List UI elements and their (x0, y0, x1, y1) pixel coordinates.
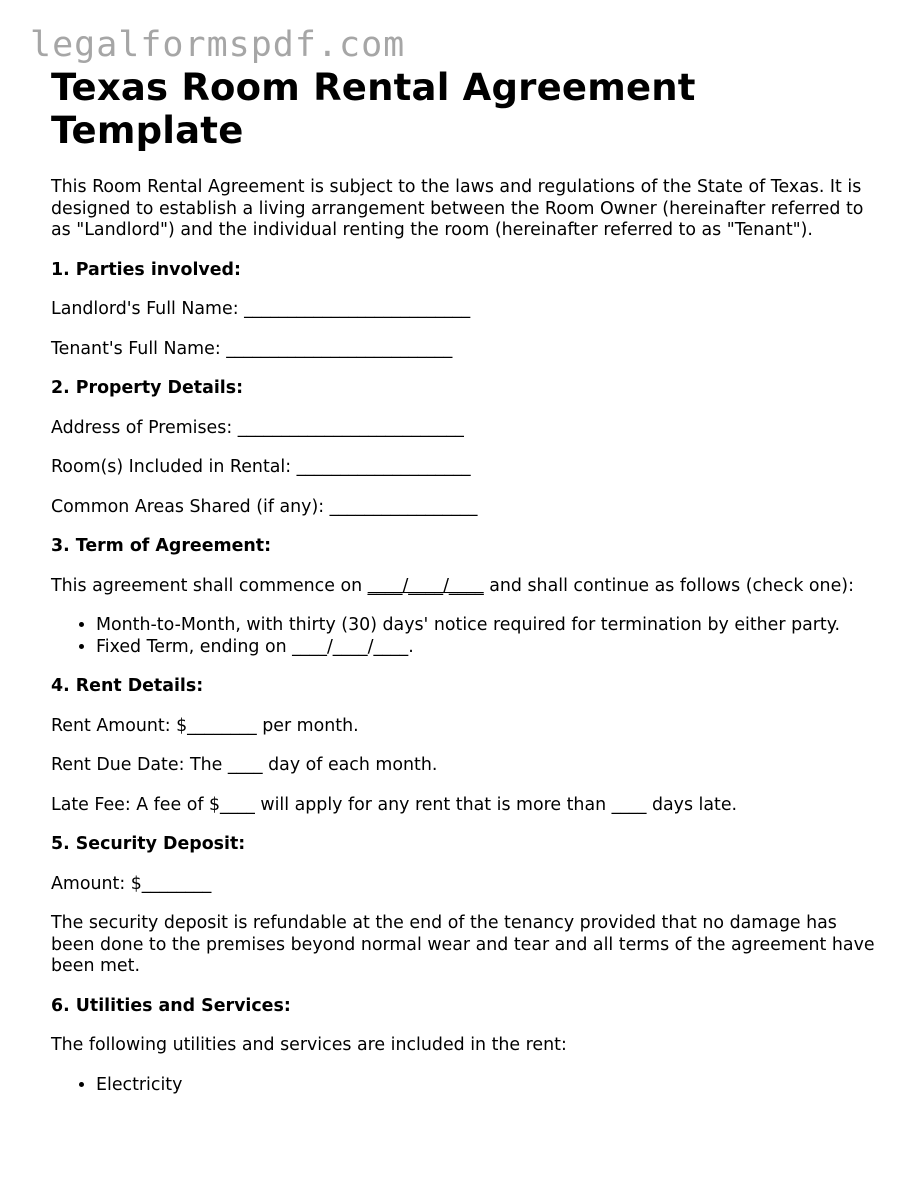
document-title: Texas Room Rental Agreement Template (51, 66, 696, 152)
section-deposit-heading: 5. Security Deposit: (51, 834, 246, 854)
address-label: Address of Premises: (51, 417, 238, 438)
watermark: legalformspdf.com (30, 25, 406, 65)
rooms-line (51, 457, 881, 479)
commence-text-after: and shall continue as follows (check one): (483, 575, 854, 596)
section-utilities-heading: 6. Utilities and Services: (51, 995, 291, 1016)
address-line (51, 418, 881, 440)
section-parties-heading: 1. Parties involved: (51, 259, 241, 280)
rooms-blank[interactable]: ____________________ (296, 457, 471, 477)
deposit-amount-line: Amount: $________ (51, 873, 212, 894)
common-areas-label: Common Areas Shared (if any): (51, 496, 330, 517)
commence-line (51, 576, 881, 598)
common-areas-line (51, 497, 881, 519)
term-options-list (51, 615, 881, 658)
utilities-list (51, 1075, 881, 1097)
commence-text-before: This agreement shall commence on (51, 575, 368, 596)
tenant-name-label: Tenant's Full Name: (51, 338, 227, 359)
term-option-fixed: • Fixed Term, ending on ____/____/____. (96, 637, 881, 659)
address-blank[interactable]: __________________________ (237, 417, 464, 438)
utility-item-electricity: • Electricity (96, 1075, 881, 1097)
rent-due-line: Rent Due Date: The ____ day of each month. (51, 755, 438, 775)
landlord-name-label: Landlord's Full Name: (51, 299, 245, 319)
late-fee-line: Late Fee: A fee of $____ will apply for any rent that is more than ____ days late. (51, 794, 738, 815)
deposit-terms-paragraph: The security deposit is refundable at the end of the tenancy provided that no damage has been done to the premises beyond normal wear and tear and all terms of the agreement have been met. (51, 913, 875, 976)
rooms-label: Room(s) Included in Rental: (51, 457, 297, 477)
common-areas-blank[interactable]: _________________ (329, 496, 478, 517)
document-page (51, 66, 881, 1114)
intro-paragraph: This Room Rental Agreement is subject to the laws and regulations of the State of Texas. It is designed to establish a living arrangement between the Room Owner (hereinafter referred to as "Landlord") and the individual renting the room (hereinafter referred to as "Tenant"). (51, 177, 864, 240)
section-rent-heading: 4. Rent Details: (51, 676, 204, 696)
utilities-intro-line: The following utilities and services are included in the rent: (51, 1035, 567, 1055)
tenant-name-blank[interactable]: __________________________ (226, 338, 453, 359)
landlord-name-blank[interactable]: __________________________ (244, 299, 471, 319)
term-option-month-to-month: • Month-to-Month, with thirty (30) days' notice required for termination by either party. (96, 615, 881, 637)
section-property-heading: 2. Property Details: (51, 378, 244, 398)
section-term-heading: 3. Term of Agreement: (51, 536, 272, 556)
rent-amount-line: Rent Amount: $________ per month. (51, 715, 359, 736)
tenant-name-line (51, 339, 881, 361)
landlord-name-line (51, 299, 881, 321)
commence-date-blank[interactable]: ____/____/____ (367, 575, 484, 596)
